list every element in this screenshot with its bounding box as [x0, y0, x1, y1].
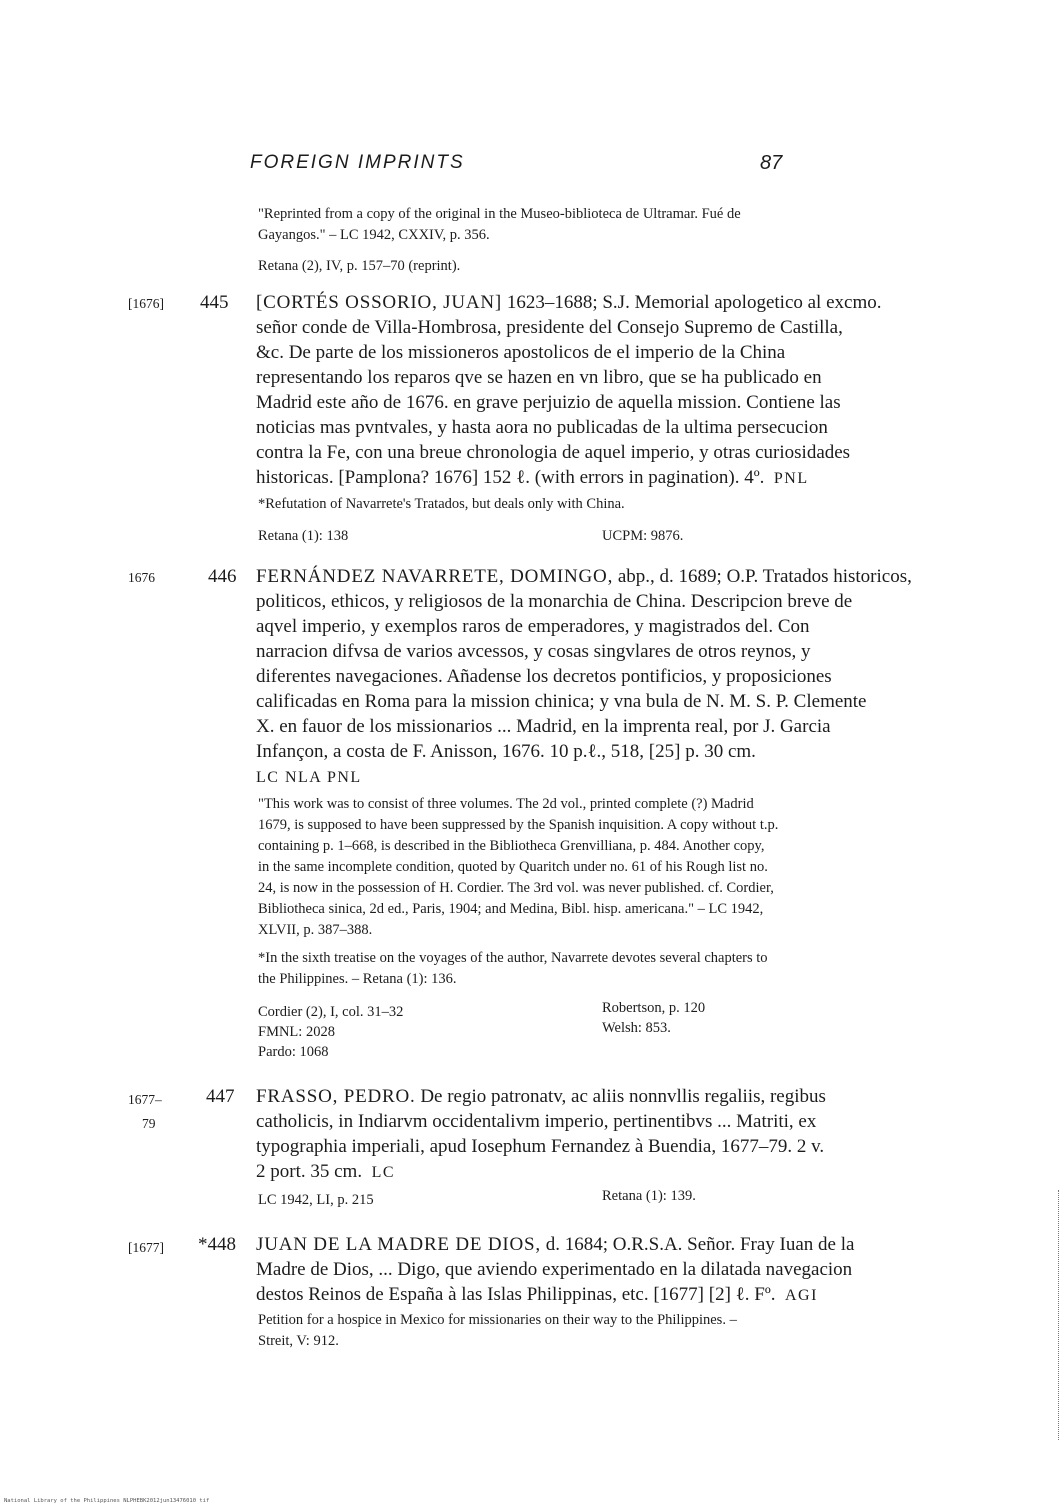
entry-447-date: 1677– 79 — [128, 1092, 162, 1131]
entry-line: narracion difvsa de varios avcessos, y cosas singvlares de otros reynos, y — [256, 641, 811, 662]
entry-line: FERNÁNDEZ NAVARRETE, DOMINGO, abp., d. 1689; O.P. Tratados historicos, — [256, 566, 912, 587]
entry-448-body — [256, 1232, 956, 1308]
entry-line: [CORTÉS OSSORIO, JUAN] 1623–1688; S.J. Memorial apologetico al excmo. — [256, 292, 882, 313]
entry-line: noticias mas pvntvales, y hasta aora no publicadas de la ultima persecucion — [256, 417, 828, 438]
entry-448-note: Petition for a hospice in Mexico for missionaries on their way to the Philippines. – Streit, V: 912. — [258, 1312, 737, 1349]
entry-line: historicas. [Pamplona? 1676] 152 ℓ. (with errors in pagination). 4º. PNL — [256, 467, 809, 488]
entry-line: &c. De parte de los missioneros apostolicos de el imperio de la China — [256, 342, 786, 363]
entry-446-refs-right: Robertson, p. 120 Welsh: 853. — [602, 1000, 706, 1036]
entry-line: Madre de Dios, ... Digo, que aviendo experimentado en la dilatada navegacion — [256, 1259, 853, 1280]
entry-line: destos Reinos de España à las Islas Philippinas, etc. [1677] [2] ℓ. Fº. AGI — [256, 1284, 818, 1305]
entry-446-refs-left: Cordier (2), I, col. 31–32 FMNL: 2028 Pardo: 1068 — [258, 1004, 404, 1060]
entry-line: representando los reparos qve se hazen en vn libro, que se ha publicado en — [256, 367, 822, 388]
entry-446-date: 1676 — [128, 570, 155, 585]
reference-text: Retana (2), IV, p. 157–70 (reprint). — [258, 258, 461, 274]
entry-445-date: [1676] — [128, 296, 164, 311]
entry-line: typographia imperiali, apud Iosephum Fernandez à Buendia, 1677–79. 2 v. — [256, 1136, 825, 1157]
entry-445-body — [256, 290, 956, 491]
note-line: Gayangos." – LC 1942, CXXIV, p. 356. — [258, 227, 490, 243]
holding-library: LC — [371, 1164, 396, 1181]
holding-library: AGI — [784, 1287, 818, 1304]
entry-447-ref-right: Retana (1): 139. — [602, 1188, 696, 1204]
entry-445-ref-right: UCPM: 9876. — [602, 528, 684, 544]
entry-445-number: 445 — [200, 292, 229, 313]
entry-line: señor conde de Villa-Hombrosa, presidente del Consejo Supremo de Castilla, — [256, 317, 843, 338]
holding-libraries: LC NLA PNL — [256, 769, 362, 786]
entry-445-ref-left: Retana (1): 138 — [258, 528, 349, 544]
entry-line — [256, 764, 956, 790]
entry-line: 2 port. 35 cm. LC — [256, 1161, 396, 1182]
entry-line: aqvel imperio, y exemplos raros de emperadores, y magistrados del. Con — [256, 616, 810, 637]
running-header-title: FOREIGN IMPRINTS — [250, 152, 465, 173]
scan-footer: National Library of the Philippines NLPHEBK2012jun13476010 tif — [4, 1498, 210, 1504]
entry-445-author: [CORTÉS OSSORIO, JUAN] — [256, 292, 503, 313]
entry-line: calificadas en Roma para la mission chinica; y vna bula de N. M. S. P. Clemente — [256, 691, 867, 712]
page-number: 87 — [760, 152, 783, 174]
entry-446-author: FERNÁNDEZ NAVARRETE, DOMINGO, — [256, 566, 614, 587]
entry-line: contra la Fe, con una breue chronologia de aquel imperio, y otras curiosidades — [256, 442, 851, 463]
entry-line: catholicis, in Indiarvm occidentalivm imperio, pertinentibvs ... Matriti, ex — [256, 1111, 817, 1132]
preface-note — [258, 204, 918, 246]
preface-reference — [258, 256, 918, 277]
note-line: "Reprinted from a copy of the original in the Museo-biblioteca de Ultramar. Fué de — [258, 206, 741, 222]
entry-line: Infançon, a costa de F. Anisson, 1676. 10 p.ℓ., 518, [25] p. 30 cm. — [256, 741, 756, 762]
holding-library: PNL — [773, 470, 809, 487]
entry-447-author: FRASSO, PEDRO. — [256, 1086, 416, 1107]
entry-446-note-1: "This work was to consist of three volumes. The 2d vol., printed complete (?) Madrid 1679, is supposed to have been suppressed by the Spanish inquisition. A copy without t.p. containing p. 1–668, is described in the Bibliotheca Grenvilliana, p. 484. Another copy, in the same incomplete condition, quoted by Quaritch under no. 61 of his Rough list no. 24, is now in the possession of H. Cordier. The 3rd vol. was never published. cf. Cordier, Bibliotheca sinica, 2d ed., Paris, 1904; and Medina, Bibl. hisp. americana." – LC 1942, XLVII, p. 387–388. — [258, 796, 779, 938]
entry-446-body — [256, 564, 956, 790]
entry-line: diferentes navegaciones. Añadense los decretos pontificios, y proposiciones — [256, 666, 832, 687]
entry-447-ref-left: LC 1942, LI, p. 215 — [258, 1192, 374, 1208]
entry-line: politicos, ethicos, y religiosos de la monarchia de China. Descripcion breve de — [256, 591, 853, 612]
entry-line: Madrid este año de 1676. en grave perjuizio de aquella mission. Contiene las — [256, 392, 841, 413]
scan-edge-line — [1058, 1190, 1059, 1440]
entry-445-note: *Refutation of Navarrete's Tratados, but deals only with China. — [258, 496, 625, 512]
entry-448-number: *448 — [198, 1234, 236, 1255]
entry-447-body — [256, 1084, 956, 1185]
entry-448-date: [1677] — [128, 1240, 164, 1255]
entry-447-number: 447 — [206, 1086, 235, 1107]
entry-line: FRASSO, PEDRO. De regio patronatv, ac aliis nonnvllis regaliis, regibus — [256, 1086, 826, 1107]
entry-446-note-2: *In the sixth treatise on the voyages of the author, Navarrete devotes several chapters to the Philippines. – Retana (1): 136. — [258, 950, 768, 987]
entry-446-number: 446 — [208, 566, 237, 587]
entry-448-author: JUAN DE LA MADRE DE DIOS, — [256, 1234, 541, 1255]
entry-line: X. en fauor de los missionarios ... Madrid, en la imprenta real, por J. Garcia — [256, 716, 831, 737]
entry-line: JUAN DE LA MADRE DE DIOS, d. 1684; O.R.S.A. Señor. Fray Iuan de la — [256, 1234, 855, 1255]
